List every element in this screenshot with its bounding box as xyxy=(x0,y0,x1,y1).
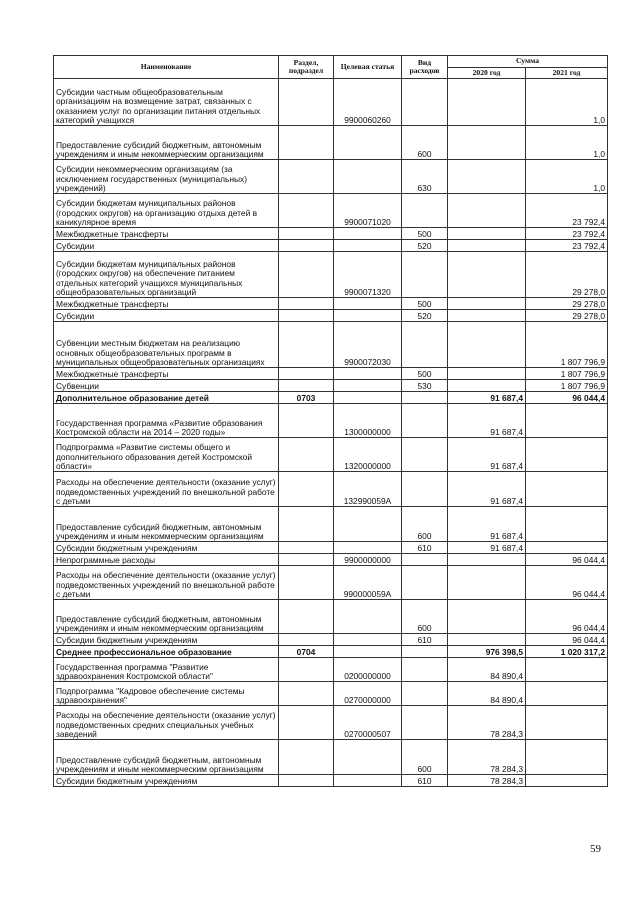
row-name-cell: Государственная программа «Развитие образования Костромской области на 2014 – 2020 годы» xyxy=(54,404,279,438)
row-name-cell: Предоставление субсидий бюджетным, автономным учреждениям и иным некоммерческим организациям xyxy=(54,126,279,160)
row-type-cell xyxy=(402,252,448,298)
row-2021-cell: 1 807 796,9 xyxy=(526,368,608,380)
row-target-cell: 132990059А xyxy=(334,472,402,507)
row-2020-cell xyxy=(448,194,526,228)
row-2021-cell: 29 278,0 xyxy=(526,252,608,298)
row-type-cell xyxy=(402,646,448,658)
row-2021-cell xyxy=(526,404,608,438)
row-type-cell: 630 xyxy=(402,160,448,194)
row-section-cell xyxy=(279,298,334,310)
row-target-cell: 0270000507 xyxy=(334,706,402,740)
row-target-cell xyxy=(334,740,402,775)
header-2021: 2021 год xyxy=(526,68,608,79)
row-section-cell xyxy=(279,740,334,775)
row-section-cell xyxy=(279,554,334,566)
row-target-cell: 9900060260 xyxy=(334,79,402,126)
table-row xyxy=(54,79,608,126)
table-body xyxy=(54,79,608,787)
row-name-cell: Субсидии xyxy=(54,310,279,322)
row-2021-cell: 23 792,4 xyxy=(526,228,608,240)
row-2020-cell xyxy=(448,380,526,392)
row-target-cell xyxy=(334,126,402,160)
row-section-cell xyxy=(279,775,334,787)
row-2021-cell xyxy=(526,542,608,554)
row-2020-cell xyxy=(448,240,526,252)
row-section-cell xyxy=(279,634,334,646)
row-type-cell: 600 xyxy=(402,126,448,160)
table-row xyxy=(54,554,608,566)
table-header xyxy=(54,56,608,79)
row-2021-cell: 96 044,4 xyxy=(526,392,608,404)
row-type-cell xyxy=(402,79,448,126)
row-2021-cell: 1 020 317,2 xyxy=(526,646,608,658)
row-2021-cell xyxy=(526,775,608,787)
row-name-cell: Межбюджетные трансферты xyxy=(54,368,279,380)
row-name-cell: Дополнительное образование детей xyxy=(54,392,279,404)
row-section-cell xyxy=(279,126,334,160)
row-target-cell: 9900071320 xyxy=(334,252,402,298)
row-2020-cell xyxy=(448,252,526,298)
row-2021-cell: 96 044,4 xyxy=(526,634,608,646)
row-type-cell xyxy=(402,322,448,368)
row-type-cell xyxy=(402,566,448,600)
row-type-cell: 600 xyxy=(402,740,448,775)
header-2020: 2020 год xyxy=(448,68,526,79)
row-2020-cell xyxy=(448,368,526,380)
row-section-cell xyxy=(279,228,334,240)
row-type-cell xyxy=(402,438,448,472)
row-section-cell xyxy=(279,706,334,740)
row-2020-cell xyxy=(448,566,526,600)
row-section-cell xyxy=(279,566,334,600)
row-target-cell: 0200000000 xyxy=(334,658,402,682)
row-name-cell: Расходы на обеспечение деятельности (оказание услуг) подведомственных средних специальных учебных заведений xyxy=(54,706,279,740)
row-name-cell: Субсидии некоммерческим организациям (за исключением государственных (муниципальных) учреждений) xyxy=(54,160,279,194)
row-type-cell xyxy=(402,706,448,740)
header-name: Наименование xyxy=(54,56,279,79)
table-row xyxy=(54,542,608,554)
row-target-cell xyxy=(334,507,402,542)
row-type-cell xyxy=(402,658,448,682)
row-target-cell: 0270000000 xyxy=(334,682,402,706)
row-target-cell xyxy=(334,310,402,322)
row-2020-cell: 78 284,3 xyxy=(448,740,526,775)
row-name-cell: Субсидии бюджетным учреждениям xyxy=(54,542,279,554)
row-section-cell xyxy=(279,368,334,380)
row-2020-cell xyxy=(448,310,526,322)
table-row xyxy=(54,706,608,740)
table-row xyxy=(54,438,608,472)
row-section-cell xyxy=(279,322,334,368)
row-2021-cell: 1,0 xyxy=(526,79,608,126)
row-2020-cell: 78 284,3 xyxy=(448,775,526,787)
row-2020-cell: 91 687,4 xyxy=(448,392,526,404)
row-name-cell: Непрограммные расходы xyxy=(54,554,279,566)
row-target-cell xyxy=(334,160,402,194)
row-type-cell: 600 xyxy=(402,600,448,634)
row-name-cell: Подпрограмма «Развитие системы общего и дополнительного образования детей Костромской области» xyxy=(54,438,279,472)
table-row xyxy=(54,740,608,775)
row-target-cell xyxy=(334,542,402,554)
table-row xyxy=(54,775,608,787)
table-row xyxy=(54,240,608,252)
row-2020-cell: 91 687,4 xyxy=(448,472,526,507)
row-2020-cell: 84 890,4 xyxy=(448,682,526,706)
row-type-cell xyxy=(402,682,448,706)
table-row xyxy=(54,472,608,507)
row-target-cell: 1300000000 xyxy=(334,404,402,438)
row-2020-cell: 78 284,3 xyxy=(448,706,526,740)
row-2021-cell: 1,0 xyxy=(526,126,608,160)
row-2020-cell xyxy=(448,126,526,160)
table-row xyxy=(54,298,608,310)
page-number: 59 xyxy=(590,843,601,855)
row-2020-cell xyxy=(448,79,526,126)
row-2021-cell xyxy=(526,706,608,740)
table-row xyxy=(54,160,608,194)
row-name-cell: Государственная программа "Развитие здравоохранения Костромской области" xyxy=(54,658,279,682)
row-2020-cell: 976 398,5 xyxy=(448,646,526,658)
row-section-cell xyxy=(279,600,334,634)
row-section-cell xyxy=(279,404,334,438)
row-type-cell: 610 xyxy=(402,542,448,554)
row-2021-cell xyxy=(526,438,608,472)
row-2020-cell xyxy=(448,600,526,634)
row-2021-cell: 29 278,0 xyxy=(526,310,608,322)
row-2021-cell: 23 792,4 xyxy=(526,240,608,252)
row-target-cell xyxy=(334,380,402,392)
row-type-cell xyxy=(402,404,448,438)
row-section-cell xyxy=(279,682,334,706)
table-row xyxy=(54,658,608,682)
row-2021-cell xyxy=(526,682,608,706)
row-section-cell: 0704 xyxy=(279,646,334,658)
row-2021-cell xyxy=(526,658,608,682)
row-name-cell: Межбюджетные трансферты xyxy=(54,228,279,240)
row-name-cell: Субвенции местным бюджетам на реализацию основных общеобразовательных программ в муниципальных общеобразовательных организациях xyxy=(54,322,279,368)
budget-table xyxy=(53,55,608,787)
row-name-cell: Субсидии xyxy=(54,240,279,252)
row-2020-cell: 84 890,4 xyxy=(448,658,526,682)
row-section-cell xyxy=(279,542,334,554)
row-2020-cell xyxy=(448,554,526,566)
row-name-cell: Субсидии частным общеобразовательным организациям на возмещение затрат, связанных с оказанием услуг по организации питания отдельных категорий учащихся xyxy=(54,79,279,126)
row-name-cell: Расходы на обеспечение деятельности (оказание услуг) подведомственных учреждений по внешкольной работе с детьми xyxy=(54,472,279,507)
row-2021-cell: 23 792,4 xyxy=(526,194,608,228)
row-target-cell xyxy=(334,646,402,658)
row-name-cell: Расходы на обеспечение деятельности (оказание услуг) подведомственных учреждений по внешкольной работе с детьми xyxy=(54,566,279,600)
row-2021-cell: 96 044,4 xyxy=(526,600,608,634)
table-row xyxy=(54,404,608,438)
row-section-cell xyxy=(279,310,334,322)
row-section-cell xyxy=(279,472,334,507)
table-row xyxy=(54,310,608,322)
table-row xyxy=(54,368,608,380)
table-row xyxy=(54,228,608,240)
row-name-cell: Субсидии бюджетам муниципальных районов (городских округов) на организацию отдыха детей в каникулярное время xyxy=(54,194,279,228)
row-2021-cell xyxy=(526,507,608,542)
row-2020-cell xyxy=(448,634,526,646)
row-target-cell xyxy=(334,600,402,634)
row-type-cell xyxy=(402,194,448,228)
row-type-cell: 530 xyxy=(402,380,448,392)
row-section-cell xyxy=(279,438,334,472)
table-row xyxy=(54,392,608,404)
table-row xyxy=(54,322,608,368)
table-row xyxy=(54,126,608,160)
table-row xyxy=(54,380,608,392)
row-target-cell: 9900071020 xyxy=(334,194,402,228)
row-target-cell xyxy=(334,392,402,404)
row-name-cell: Субсидии бюджетам муниципальных районов (городских округов) на обеспечение питанием отдельных категорий учащихся муниципальных общеобразовательных организаций xyxy=(54,252,279,298)
row-target-cell xyxy=(334,228,402,240)
row-section-cell xyxy=(279,658,334,682)
table-row xyxy=(54,507,608,542)
row-2020-cell xyxy=(448,298,526,310)
row-target-cell: 9900072030 xyxy=(334,322,402,368)
header-sum: Сумма xyxy=(448,56,608,68)
table-row xyxy=(54,600,608,634)
row-2021-cell: 1 807 796,9 xyxy=(526,322,608,368)
row-type-cell xyxy=(402,554,448,566)
row-section-cell xyxy=(279,79,334,126)
row-section-cell xyxy=(279,240,334,252)
row-2021-cell: 1 807 796,9 xyxy=(526,380,608,392)
row-2021-cell: 29 278,0 xyxy=(526,298,608,310)
row-section-cell xyxy=(279,160,334,194)
table-row xyxy=(54,194,608,228)
row-name-cell: Предоставление субсидий бюджетным, автономным учреждениям и иным некоммерческим организациям xyxy=(54,600,279,634)
row-section-cell xyxy=(279,252,334,298)
row-name-cell: Межбюджетные трансферты xyxy=(54,298,279,310)
row-target-cell: 990000059А xyxy=(334,566,402,600)
row-type-cell: 500 xyxy=(402,228,448,240)
row-target-cell xyxy=(334,240,402,252)
row-2020-cell xyxy=(448,322,526,368)
row-2020-cell xyxy=(448,228,526,240)
row-type-cell xyxy=(402,472,448,507)
row-target-cell: 9900000000 xyxy=(334,554,402,566)
row-section-cell xyxy=(279,380,334,392)
row-2021-cell: 96 044,4 xyxy=(526,566,608,600)
row-section-cell xyxy=(279,194,334,228)
row-section-cell: 0703 xyxy=(279,392,334,404)
row-name-cell: Субвенции xyxy=(54,380,279,392)
row-name-cell: Субсидии бюджетным учреждениям xyxy=(54,634,279,646)
row-type-cell: 500 xyxy=(402,298,448,310)
row-target-cell xyxy=(334,298,402,310)
row-2021-cell: 1,0 xyxy=(526,160,608,194)
header-target: Целевая статья xyxy=(334,56,402,79)
row-target-cell xyxy=(334,368,402,380)
table-row xyxy=(54,682,608,706)
row-name-cell: Подпрограмма "Кадровое обеспечение системы здравоохранения" xyxy=(54,682,279,706)
row-type-cell: 520 xyxy=(402,240,448,252)
table-row xyxy=(54,634,608,646)
row-2020-cell: 91 687,4 xyxy=(448,507,526,542)
row-2021-cell xyxy=(526,472,608,507)
header-section: Раздел, подраздел xyxy=(279,56,334,79)
row-name-cell: Субсидии бюджетным учреждениям xyxy=(54,775,279,787)
row-2021-cell xyxy=(526,740,608,775)
row-target-cell: 1320000000 xyxy=(334,438,402,472)
table-row xyxy=(54,252,608,298)
row-type-cell: 610 xyxy=(402,775,448,787)
row-name-cell: Среднее профессиональное образование xyxy=(54,646,279,658)
row-2020-cell: 91 687,4 xyxy=(448,438,526,472)
row-name-cell: Предоставление субсидий бюджетным, автономным учреждениям и иным некоммерческим организациям xyxy=(54,507,279,542)
row-name-cell: Предоставление субсидий бюджетным, автономным учреждениям и иным некоммерческим организациям xyxy=(54,740,279,775)
row-section-cell xyxy=(279,507,334,542)
row-target-cell xyxy=(334,775,402,787)
row-target-cell xyxy=(334,634,402,646)
table-row xyxy=(54,646,608,658)
row-type-cell: 500 xyxy=(402,368,448,380)
row-2021-cell: 96 044,4 xyxy=(526,554,608,566)
row-type-cell: 600 xyxy=(402,507,448,542)
table-row xyxy=(54,566,608,600)
row-type-cell: 610 xyxy=(402,634,448,646)
header-type: Вид расходов xyxy=(402,56,448,79)
row-2020-cell: 91 687,4 xyxy=(448,404,526,438)
row-type-cell xyxy=(402,392,448,404)
row-2020-cell xyxy=(448,160,526,194)
row-type-cell: 520 xyxy=(402,310,448,322)
row-2020-cell: 91 687,4 xyxy=(448,542,526,554)
